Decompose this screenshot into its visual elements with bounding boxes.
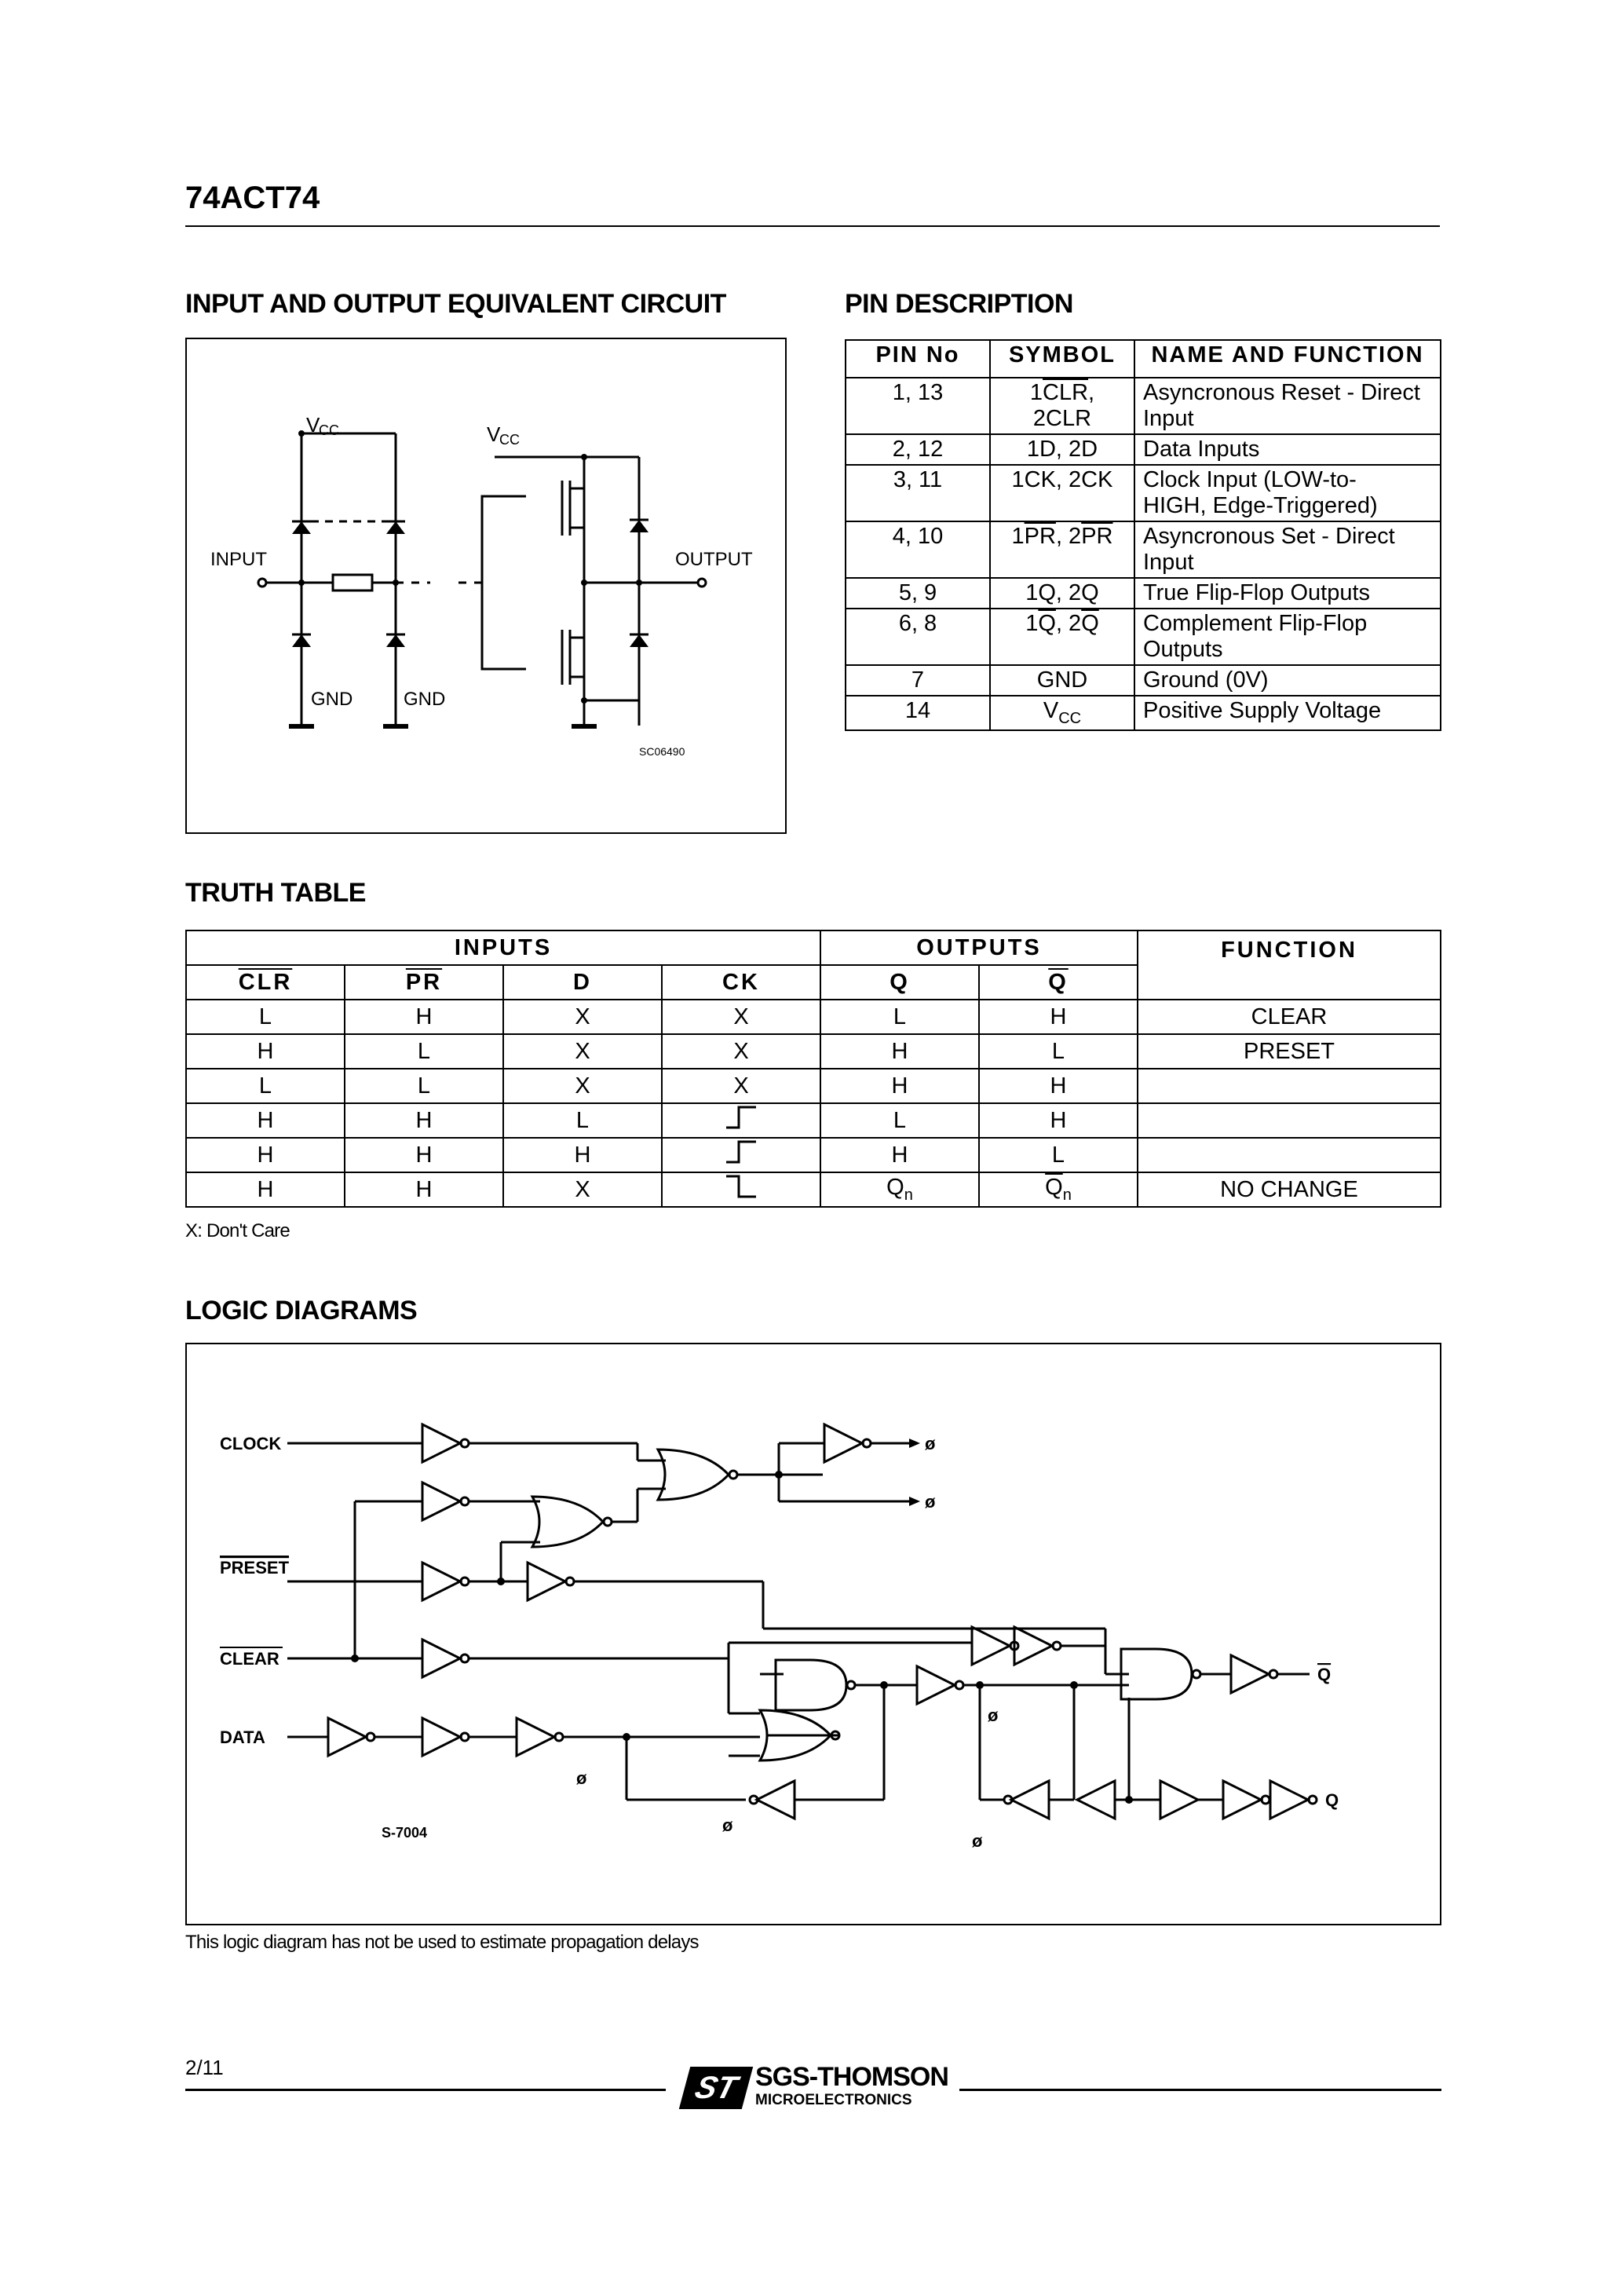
pin-number: 7 — [846, 665, 990, 696]
tt-cell-func: NO CHANGE — [1138, 1172, 1441, 1207]
tt-cell-pr: H — [345, 1138, 503, 1172]
pin-symbol: $V_{CC}$ — [990, 696, 1134, 730]
pin-name: Asyncronous Set - Direct Input — [1134, 521, 1441, 578]
pin-row — [846, 434, 1441, 465]
clock-label: CLOCK — [220, 1434, 282, 1453]
pin-header-pin: PIN No — [846, 340, 990, 378]
vcc-sub-left: CC — [319, 422, 339, 438]
header-rule — [185, 225, 1440, 227]
pin-name: Clock Input (LOW-to-HIGH, Edge-Triggered) — [1134, 465, 1441, 521]
tt-cell-clr: L — [186, 1000, 345, 1034]
pin-description-title: PIN DESCRIPTION — [845, 289, 1073, 319]
tt-cell-d: X — [503, 1000, 662, 1034]
pin-number: 14 — [846, 696, 990, 730]
tt-cell-qbar: $\overline{Q}_n$ — [979, 1172, 1138, 1207]
qbar-out: Q — [1317, 1665, 1332, 1684]
tt-row — [186, 1000, 1441, 1034]
tt-row — [186, 1034, 1441, 1069]
pin-number: 2, 12 — [846, 434, 990, 465]
tt-cell-ck: X — [662, 1000, 820, 1034]
tt-cell-qbar: L — [979, 1034, 1138, 1069]
pin-number: 1, 13 — [846, 378, 990, 434]
clear-label: CLEAR — [220, 1649, 279, 1669]
vcc-sub-right: CC — [499, 432, 520, 448]
q-out: Q — [1325, 1790, 1339, 1810]
tt-cell-func — [1138, 1138, 1441, 1172]
tt-col-q: Q — [820, 965, 979, 1000]
tt-cell-ck-rising-edge-icon — [662, 1103, 820, 1138]
tt-cell-pr: H — [345, 1000, 503, 1034]
tt-cell-clr: H — [186, 1034, 345, 1069]
phi-bar-q: ø — [972, 1831, 983, 1851]
tt-cell-q: L — [820, 1000, 979, 1034]
tt-cell-clr: H — [186, 1103, 345, 1138]
pin-symbol: GND — [990, 665, 1134, 696]
pin-symbol: $1\overline{CLR}$, 2CLR — [990, 378, 1134, 434]
pin-symbol: 1CK, 2CK — [990, 465, 1134, 521]
output-label: OUTPUT — [675, 549, 753, 570]
footer-rule-left — [185, 2089, 666, 2091]
vcc-label-right: V — [487, 422, 501, 446]
pin-row — [846, 696, 1441, 730]
data-label: DATA — [220, 1727, 265, 1747]
tt-cell-qbar: H — [979, 1069, 1138, 1103]
logic-diagram-title: LOGIC DIAGRAMS — [185, 1296, 418, 1325]
gnd-label-1: GND — [311, 689, 353, 710]
tt-cell-q: $Q_n$ — [820, 1172, 979, 1207]
st-logo: ST — [679, 2067, 753, 2109]
tt-cell-d: X — [503, 1034, 662, 1069]
pin-number: 6, 8 — [846, 609, 990, 665]
tt-group-row — [186, 930, 1441, 965]
pin-name: Asyncronous Reset - Direct Input — [1134, 378, 1441, 434]
tt-cell-d: H — [503, 1138, 662, 1172]
tt-row — [186, 1138, 1441, 1172]
tt-cell-pr: H — [345, 1172, 503, 1207]
truth-table — [185, 930, 1441, 1208]
io-circuit-figure — [185, 338, 787, 834]
gnd-label-2: GND — [404, 689, 446, 710]
input-label: INPUT — [210, 549, 267, 570]
pin-symbol: 1D, 2D — [990, 434, 1134, 465]
pin-description-table — [845, 339, 1441, 731]
vcc-label-left: V — [306, 413, 320, 437]
tt-cell-clr: H — [186, 1138, 345, 1172]
tt-cell-clr: L — [186, 1069, 345, 1103]
pin-number: 4, 10 — [846, 521, 990, 578]
tt-col-pr: $\overline{PR}$ — [345, 965, 503, 1000]
pin-number: 3, 11 — [846, 465, 990, 521]
brand-sub: MICROELECTRONICS — [755, 2092, 912, 2108]
tt-inputs-header: INPUTS — [186, 930, 820, 965]
io-circuit-title: INPUT AND OUTPUT EQUIVALENT CIRCUIT — [185, 289, 726, 319]
io-circuit-diagram — [187, 339, 785, 832]
brand-name: SGS-THOMSON — [755, 2062, 948, 2092]
pin-header-row — [846, 340, 1441, 378]
preset-label: PRESET — [220, 1558, 290, 1578]
tt-col-clr: $\overline{CLR}$ — [186, 965, 345, 1000]
tt-cell-q: H — [820, 1138, 979, 1172]
pin-symbol: $1\overline{PR}$, $2\overline{PR}$ — [990, 521, 1134, 578]
pin-header-name: NAME AND FUNCTION — [1134, 340, 1441, 378]
pin-name: Ground (0V) — [1134, 665, 1441, 696]
tt-cell-func — [1138, 1103, 1441, 1138]
pin-row — [846, 578, 1441, 609]
tt-cell-ck-falling-edge-icon — [662, 1172, 820, 1207]
truth-table-note: X: Don't Care — [185, 1220, 290, 1241]
tt-cell-q: L — [820, 1103, 979, 1138]
tt-col-d: D — [503, 965, 662, 1000]
pin-header-symbol: SYMBOL — [990, 340, 1134, 378]
tt-cell-d: L — [503, 1103, 662, 1138]
pin-row — [846, 609, 1441, 665]
part-number-title: 74ACT74 — [185, 181, 320, 215]
pin-symbol: $1\overline{Q}$, $2\overline{Q}$ — [990, 609, 1134, 665]
logic-diagram — [187, 1344, 1440, 1924]
tt-cell-qbar: H — [979, 1000, 1138, 1034]
pin-row — [846, 465, 1441, 521]
truth-table-title: TRUTH TABLE — [185, 878, 366, 908]
pin-row — [846, 665, 1441, 696]
tt-row — [186, 1103, 1441, 1138]
pin-number: 5, 9 — [846, 578, 990, 609]
tt-cell-q: H — [820, 1034, 979, 1069]
pin-name: Complement Flip-Flop Outputs — [1134, 609, 1441, 665]
tt-cell-d: X — [503, 1069, 662, 1103]
tt-row — [186, 1069, 1441, 1103]
tt-cell-d: X — [503, 1172, 662, 1207]
tt-cell-func: CLEAR — [1138, 1000, 1441, 1034]
phi-out: ø — [925, 1492, 936, 1512]
tt-cell-ck-rising-edge-icon — [662, 1138, 820, 1172]
footer-rule-right — [959, 2089, 1441, 2091]
tt-cell-clr: H — [186, 1172, 345, 1207]
tt-cell-ck: X — [662, 1034, 820, 1069]
tt-col-qbar: $\overline{Q}$ — [979, 965, 1138, 1000]
tt-function-header: FUNCTION — [1138, 930, 1441, 1000]
pin-row — [846, 378, 1441, 434]
tt-col-ck: CK — [662, 965, 820, 1000]
pin-name: Data Inputs — [1134, 434, 1441, 465]
circuit-code: SC06490 — [639, 745, 685, 758]
tt-cell-pr: L — [345, 1069, 503, 1103]
diagram-code: S-7004 — [382, 1825, 428, 1841]
tt-cell-qbar: L — [979, 1138, 1138, 1172]
tt-cell-pr: L — [345, 1034, 503, 1069]
phi-loop: ø — [722, 1815, 733, 1835]
tt-cell-func: PRESET — [1138, 1034, 1441, 1069]
pin-name: Positive Supply Voltage — [1134, 696, 1441, 730]
tt-cell-func — [1138, 1069, 1441, 1103]
phi-mid: ø — [988, 1706, 999, 1725]
phi-bar-out: ø — [925, 1434, 936, 1453]
pin-name: True Flip-Flop Outputs — [1134, 578, 1441, 609]
tt-cell-pr: H — [345, 1103, 503, 1138]
page-number: 2/11 — [185, 2056, 224, 2079]
phi-data: ø — [576, 1768, 587, 1788]
logic-diagram-note: This logic diagram has not be used to estimate propagation delays — [185, 1932, 699, 1953]
tt-cell-qbar: H — [979, 1103, 1138, 1138]
logic-diagram-figure — [185, 1343, 1441, 1925]
tt-row — [186, 1172, 1441, 1207]
tt-outputs-header: OUTPUTS — [820, 930, 1138, 965]
tt-cell-q: H — [820, 1069, 979, 1103]
tt-cell-ck: X — [662, 1069, 820, 1103]
pin-symbol: 1Q, 2Q — [990, 578, 1134, 609]
pin-row — [846, 521, 1441, 578]
